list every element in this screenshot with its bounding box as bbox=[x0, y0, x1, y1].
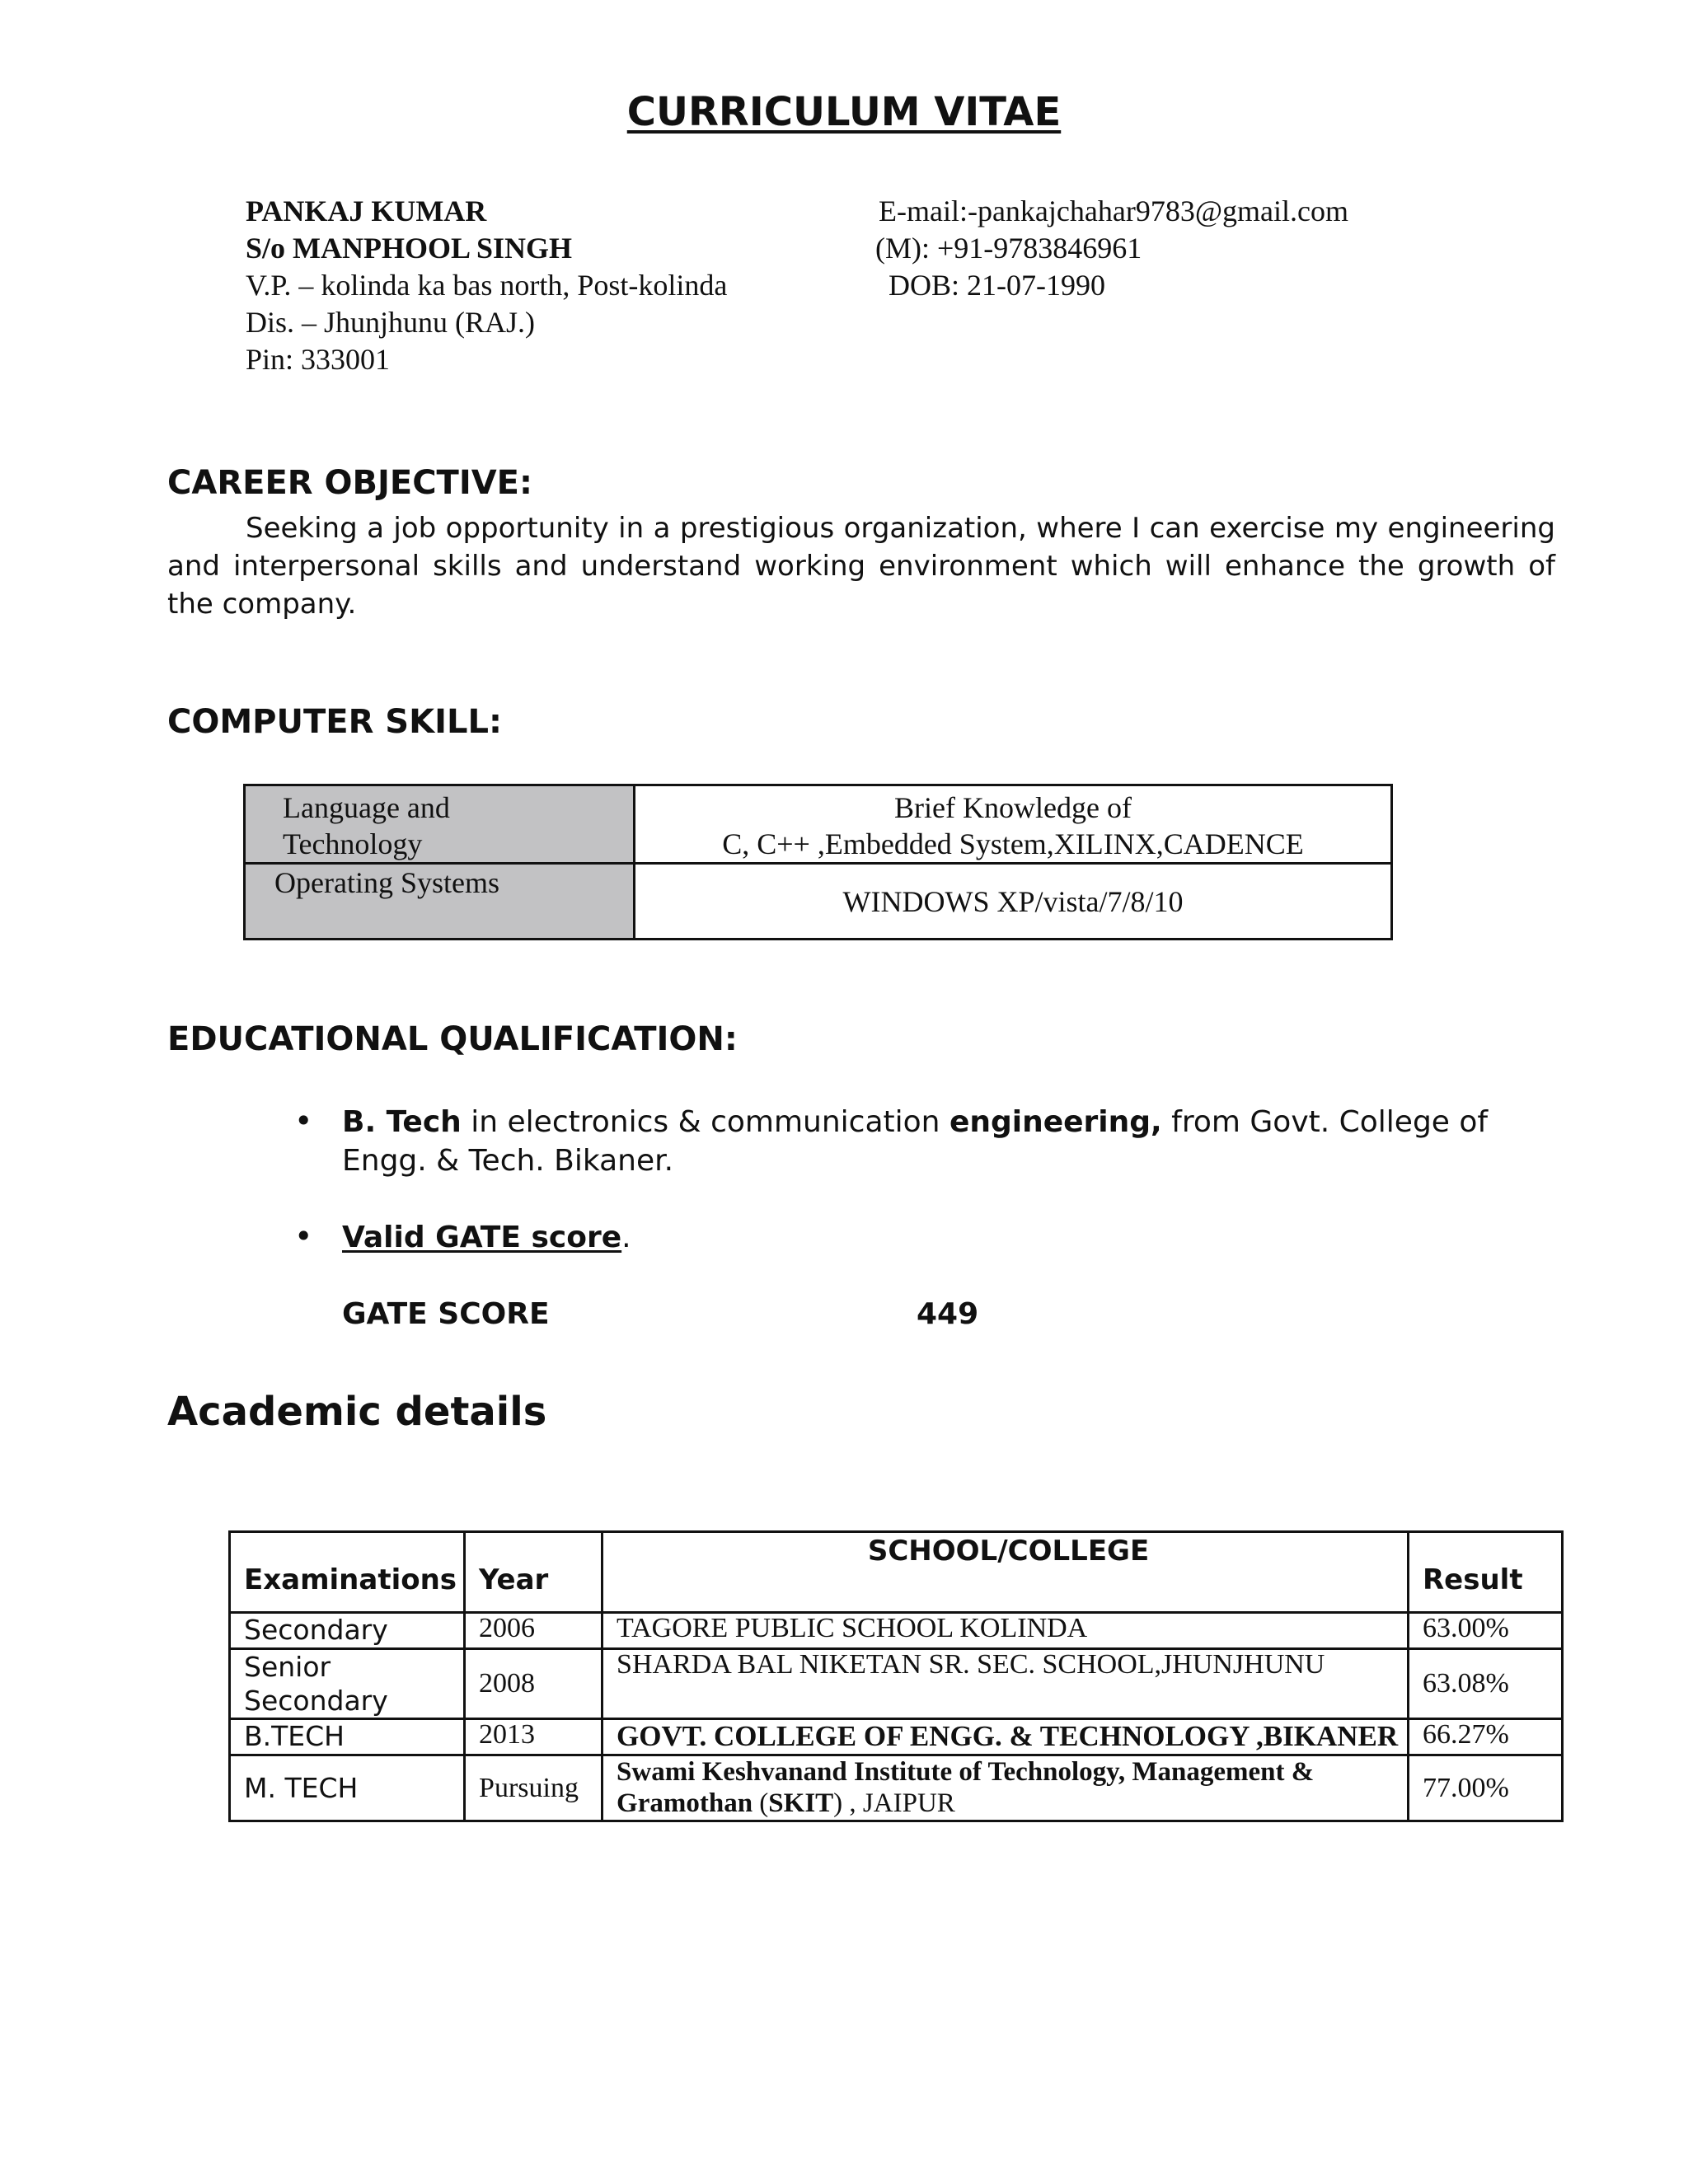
academic-details-heading: Academic details bbox=[167, 1389, 547, 1435]
cell-school-abbr: SKIT bbox=[768, 1788, 834, 1818]
contact-left bbox=[246, 193, 727, 378]
gate-score-value: 449 bbox=[917, 1297, 979, 1331]
mobile: (M): +91-9783846961 bbox=[875, 232, 1142, 265]
degree-text-line2: Engg. & Tech. Bikaner. bbox=[342, 1144, 674, 1178]
skill-value-cell bbox=[635, 785, 1392, 864]
table-row bbox=[245, 864, 1392, 940]
cell-result: 63.00% bbox=[1409, 1613, 1563, 1649]
bullet-icon: • bbox=[294, 1218, 313, 1254]
skill-value-cell bbox=[635, 864, 1392, 940]
table-row bbox=[230, 1649, 1563, 1719]
cell-year: 2008 bbox=[465, 1649, 603, 1719]
col-header-examinations: Examinations bbox=[230, 1532, 465, 1613]
table-row bbox=[230, 1613, 1563, 1649]
contact-right bbox=[875, 193, 1348, 304]
career-objective-text: Seeking a job opportunity in a prestigious organization, where I can exercise my engineering and interpersonal skills and understand working environment which will enhance the growth of the company. bbox=[167, 512, 1555, 621]
skill-label-cell bbox=[245, 864, 635, 940]
cell-school: SHARDA BAL NIKETAN SR. SEC. SCHOOL,JHUNJHUNU bbox=[603, 1649, 1409, 1719]
edu-item-btech bbox=[342, 1103, 1488, 1180]
cell-school-text: Gramothan bbox=[617, 1788, 753, 1818]
cell-school: Swami Keshvanand Institute of Technology, Management & Gramothan (SKIT) , JAIPUR bbox=[603, 1755, 1409, 1821]
skill-label-line: Operating Systems bbox=[274, 866, 499, 899]
parent-name: S/o MANPHOOL SINGH bbox=[246, 232, 573, 265]
cv-title: CURRICULUM VITAE bbox=[626, 89, 1062, 135]
cell-exam bbox=[230, 1649, 465, 1719]
degree-bold-text: engineering, bbox=[949, 1105, 1162, 1139]
gate-score-link: Valid GATE score bbox=[342, 1221, 622, 1254]
academic-details-table bbox=[228, 1530, 1564, 1822]
address-line-1: V.P. – kolinda ka bas north, Post-kolinda bbox=[246, 269, 728, 302]
cell-exam: Secondary bbox=[230, 1613, 465, 1649]
col-header-result: Result bbox=[1409, 1532, 1563, 1613]
edu-item-gate bbox=[342, 1218, 631, 1257]
skill-label-line: Technology bbox=[283, 827, 423, 860]
pin-code: Pin: 333001 bbox=[246, 343, 391, 376]
cell-school: GOVT. COLLEGE OF ENGG. & TECHNOLOGY ,BIKANER bbox=[603, 1719, 1409, 1755]
email: E-mail:-pankajchahar9783@gmail.com bbox=[879, 194, 1348, 227]
candidate-name: PANKAJ KUMAR bbox=[246, 194, 487, 227]
gate-suffix: . bbox=[621, 1221, 631, 1254]
cell-exam: M. TECH bbox=[230, 1755, 465, 1821]
cell-school-line: Swami Keshvanand Institute of Technology, Management & bbox=[617, 1757, 1315, 1787]
computer-skill-table bbox=[243, 784, 1393, 940]
skill-value-line: WINDOWS XP/vista/7/8/10 bbox=[842, 884, 1184, 918]
skill-value-line: Brief Knowledge of bbox=[894, 791, 1132, 824]
skill-value-line: C, C++ ,Embedded System,XILINX,CADENCE bbox=[722, 827, 1304, 860]
table-row bbox=[230, 1755, 1563, 1821]
cell-school: TAGORE PUBLIC SCHOOL KOLINDA bbox=[603, 1613, 1409, 1649]
degree-text: from Govt. College of bbox=[1161, 1105, 1489, 1139]
career-objective-heading: CAREER OBJECTIVE: bbox=[167, 464, 532, 502]
cell-year: 2006 bbox=[465, 1613, 603, 1649]
computer-skill-heading: COMPUTER SKILL: bbox=[167, 703, 502, 741]
address-line-2: Dis. – Jhunjhunu (RAJ.) bbox=[246, 306, 536, 339]
educational-qualification-heading: EDUCATIONAL QUALIFICATION: bbox=[167, 1020, 738, 1058]
cell-result: 63.08% bbox=[1409, 1649, 1563, 1719]
table-header-row bbox=[230, 1532, 1563, 1613]
cell-year: 2013 bbox=[465, 1719, 603, 1755]
cell-exam-line: Secondary bbox=[244, 1685, 388, 1717]
dob: DOB: 21-07-1990 bbox=[889, 269, 1105, 302]
degree-name: B. Tech bbox=[342, 1105, 462, 1139]
table-row bbox=[245, 785, 1392, 864]
skill-label-line: Language and bbox=[283, 791, 450, 824]
degree-text: in electronics & communication bbox=[461, 1105, 950, 1139]
cell-school-text: , JAIPUR bbox=[849, 1788, 955, 1818]
gate-score-label: GATE SCORE bbox=[342, 1297, 550, 1331]
col-header-school: SCHOOL/COLLEGE bbox=[603, 1532, 1409, 1613]
cell-result: 66.27% bbox=[1409, 1719, 1563, 1755]
table-row bbox=[230, 1719, 1563, 1755]
bullet-icon: • bbox=[294, 1103, 313, 1139]
cell-exam-line: Senior bbox=[244, 1651, 331, 1683]
cell-year: Pursuing bbox=[465, 1755, 603, 1821]
cell-result: 77.00% bbox=[1409, 1755, 1563, 1821]
col-header-year: Year bbox=[465, 1532, 603, 1613]
skill-label-cell bbox=[245, 785, 635, 864]
cell-exam: B.TECH bbox=[230, 1719, 465, 1755]
